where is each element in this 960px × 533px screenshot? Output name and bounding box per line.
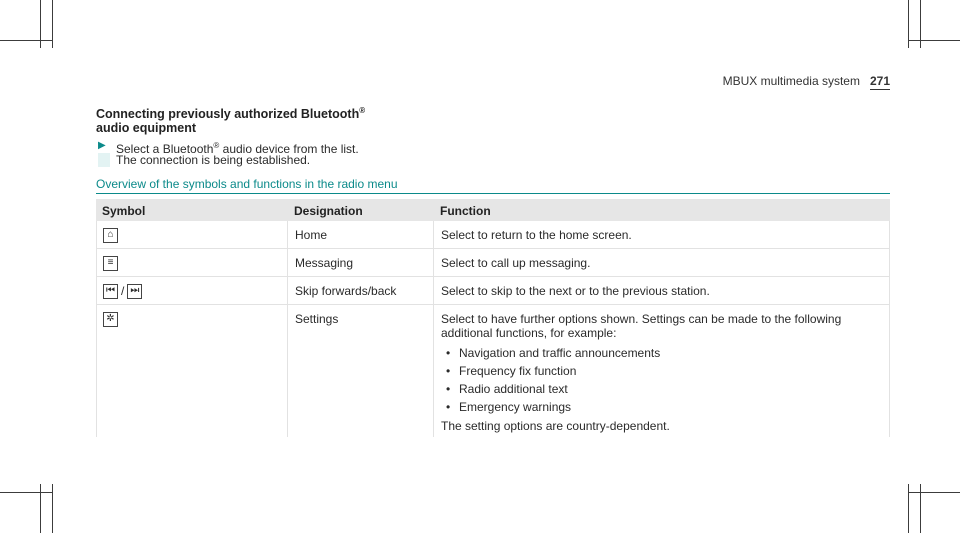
crop-mark xyxy=(52,484,53,533)
messaging-icon: ≡ xyxy=(103,256,118,271)
symbol-cell xyxy=(103,284,142,299)
designation-cell: Settings xyxy=(295,312,339,326)
table-row xyxy=(96,221,890,249)
list-item: • Emergency warnings xyxy=(441,398,885,416)
symbol-cell xyxy=(103,228,118,243)
function-cell: Select to return to the home screen. xyxy=(441,228,632,242)
function-cell: Select to skip to the next or to the previous station. xyxy=(441,284,710,298)
page-number: 271 xyxy=(869,74,890,88)
registered-mark: ® xyxy=(359,106,366,115)
designation-cell: Skip forwards/back xyxy=(295,284,397,298)
overview-title: Overview of the symbols and functions in the radio menu xyxy=(96,177,890,194)
function-description: Select to have further options shown. Settings can be made to the following additional functions, for example: xyxy=(441,312,842,340)
header-section-title: MBUX multimedia system xyxy=(722,74,860,88)
function-cell xyxy=(441,312,885,434)
list-item: • Frequency fix function xyxy=(441,362,885,380)
function-note: The setting options are country-dependent. xyxy=(441,419,670,433)
home-icon: ⌂ xyxy=(103,228,118,243)
table-row xyxy=(96,277,890,305)
crop-mark xyxy=(908,492,960,493)
step-arrow-icon: ▶ xyxy=(98,140,106,151)
section-title-line1: Connecting previously authorized Bluetooth xyxy=(96,107,360,122)
symbol-separator: / xyxy=(121,284,125,298)
function-cell: Select to call up messaging. xyxy=(441,256,591,270)
options-list xyxy=(441,344,885,416)
section-title-line2: audio equipment xyxy=(96,121,196,136)
registered-mark: ® xyxy=(213,141,220,150)
table-row xyxy=(96,305,890,437)
section-title xyxy=(96,104,365,135)
skip-back-icon: ⏮ xyxy=(103,284,118,299)
header-designation: Designation xyxy=(294,204,363,218)
result-marker xyxy=(98,153,110,167)
crop-mark xyxy=(40,484,41,533)
crop-mark xyxy=(0,492,52,493)
crop-mark xyxy=(908,40,960,41)
table-row xyxy=(96,249,890,277)
crop-mark xyxy=(52,0,53,48)
settings-gear-icon: ✲ xyxy=(103,312,118,327)
symbols-table xyxy=(96,199,890,437)
list-item: • Navigation and traffic announcements xyxy=(441,344,885,362)
designation-cell: Home xyxy=(295,228,328,242)
page-header xyxy=(723,74,890,88)
symbol-cell xyxy=(103,312,118,327)
step-text-part: Select a Bluetooth xyxy=(116,142,214,156)
list-item: • Radio additional text xyxy=(441,380,885,398)
crop-mark xyxy=(0,40,52,41)
skip-forward-icon: ⏭ xyxy=(127,284,142,299)
step-text-part: audio device from the list. xyxy=(219,142,359,156)
header-function: Function xyxy=(440,204,491,218)
crop-mark xyxy=(920,484,921,533)
crop-mark xyxy=(908,484,909,533)
designation-cell: Messaging xyxy=(295,256,354,270)
table-header xyxy=(96,199,890,221)
header-symbol: Symbol xyxy=(102,204,146,218)
step-result: The connection is being established. xyxy=(116,153,311,167)
symbol-cell xyxy=(103,256,118,271)
